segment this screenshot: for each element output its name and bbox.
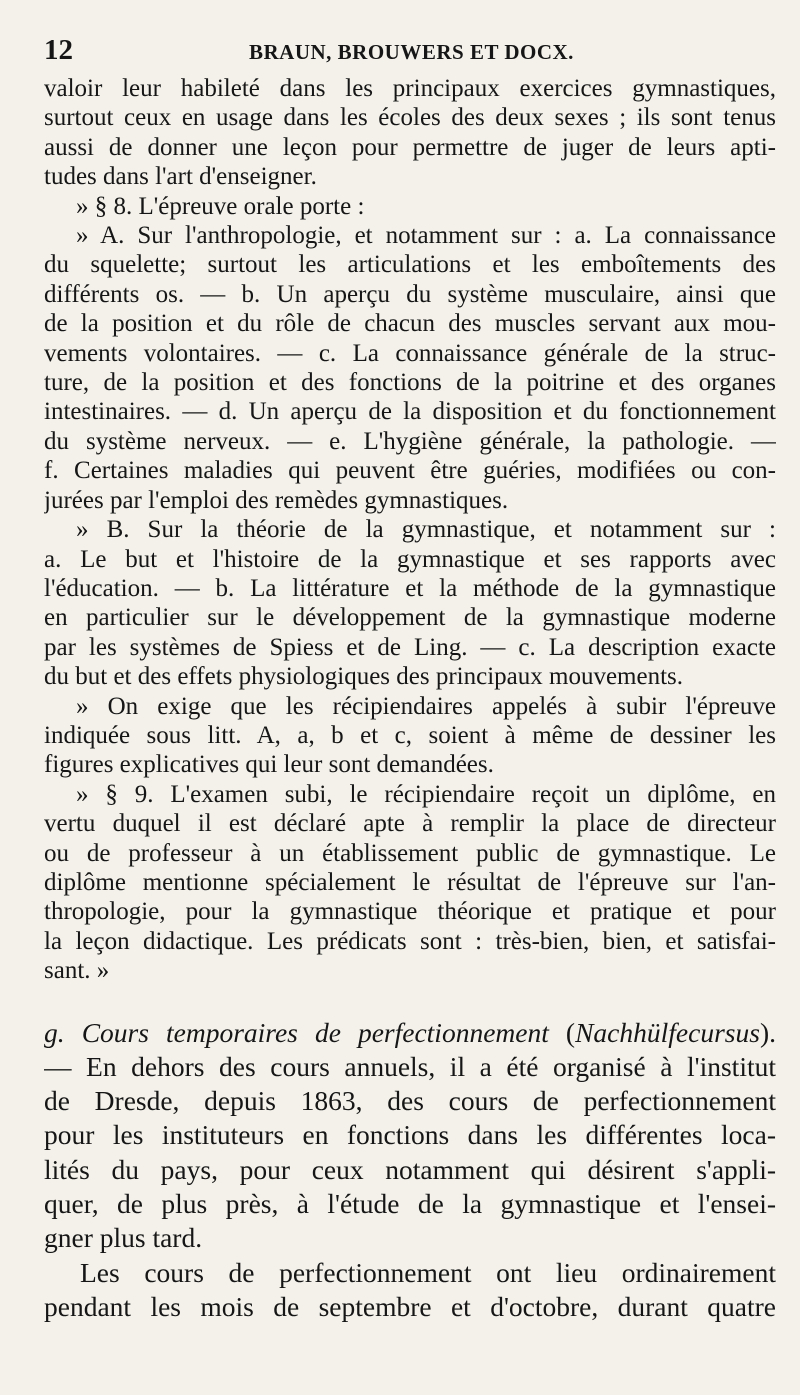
section-title-german: Nachhülfecursus — [575, 1016, 760, 1048]
text-line: lités du pays, pour ceux notamment qui désirent s'appli- — [44, 1153, 776, 1185]
text-line: » On exige que les récipiendaires appelés à subir l'épreuve — [76, 692, 776, 720]
text-line: diplôme mentionne spécialement le résultat de l'épreuve sur l'an- — [44, 868, 776, 896]
text-line: différents os. — b. Un aperçu du système musculaire, ainsi que — [44, 280, 776, 308]
quoted-regulation — [44, 74, 776, 986]
text-line: du système nerveux. — e. L'hygiène générale, la pathologie. — — [44, 427, 776, 455]
text-line: aussi de donner une leçon pour permettre de juger de leurs apti- — [44, 133, 776, 161]
text-line: ture, de la position et des fonctions de la poitrine et des organes — [44, 369, 776, 397]
text-line: la leçon didactique. Les prédicats sont : très-bien, bien, et satisfai- — [44, 927, 776, 955]
text-line: jurées par l'emploi des remèdes gymnastiques. — [44, 486, 509, 514]
text-line: l'éducation. — b. La littérature et la méthode de la gymnastique — [44, 574, 776, 602]
page-number: 12 — [44, 34, 73, 66]
text-line: sant. » — [44, 957, 110, 985]
text-line: » § 9. L'examen subi, le récipiendaire reçoit un diplôme, en — [76, 780, 776, 808]
text-line: pour les instituteurs en fonctions dans les différentes loca- — [44, 1119, 776, 1151]
text-line: figures explicatives qui leur sont demandées. — [44, 751, 494, 779]
text-line: — En dehors des cours annuels, il a été organisé à l'institut — [44, 1050, 776, 1082]
page-header — [44, 34, 776, 74]
text-line: vements volontaires. — c. La connaissance générale de la struc- — [44, 339, 776, 367]
text-line: gner plus tard. — [44, 1222, 203, 1254]
text-line: tudes dans l'art d'enseigner. — [44, 163, 317, 191]
text-line: pendant les mois de septembre et d'octobre, durant quatre — [44, 1290, 776, 1322]
section-title: Cours temporaires de perfectionnement — [81, 1016, 566, 1048]
running-head: BRAUN, BROUWERS ET DOCX. — [249, 40, 574, 64]
text-line: surtout ceux en usage dans les écoles des deux sexes ; ils sont tenus — [44, 104, 776, 132]
text-line: intestinaires. — d. Un aperçu de la disposition et du fonctionnement — [44, 398, 776, 426]
text-line: f. Certaines maladies qui peuvent être guéries, modifiées ou con- — [44, 457, 776, 485]
text-line: du squelette; surtout les articulations et les emboîtements des — [44, 251, 776, 279]
text-line: Les cours de perfectionnement ont lieu ordinairement — [80, 1256, 776, 1288]
text-line: » B. Sur la théorie de la gymnastique, et notamment sur : — [76, 516, 776, 544]
text-line: » § 8. L'épreuve orale porte : — [76, 192, 365, 220]
text-line: indiquée sous litt. A, a, b et c, soient à même de dessiner les — [44, 721, 776, 749]
section-heading: g. Cours temporaires de perfectionnement (Nachhülfecursus). — [44, 1016, 776, 1048]
section-letter: g. — [44, 1016, 82, 1048]
text-line: ou de professeur à un établissement public de gymnastique. Le — [44, 839, 776, 867]
text-line: valoir leur habileté dans les principaux exercices gymnastiques, — [44, 75, 776, 102]
text-line: a. Le but et l'histoire de la gymnastique et ses rapports avec — [44, 545, 776, 573]
text-line: de Dresde, depuis 1863, des cours de perfectionnement — [44, 1085, 776, 1117]
text-line: en particulier sur le développement de la gymnastique moderne — [44, 604, 776, 632]
text-line: quer, de plus près, à l'étude de la gymnastique et l'ensei- — [44, 1188, 776, 1220]
section-g — [44, 1016, 776, 1325]
text-line: thropologie, pour la gymnastique théorique et pratique et pour — [44, 898, 776, 926]
text-line: » A. Sur l'anthropologie, et notamment sur : a. La connaissance — [76, 222, 776, 250]
text-line: du but et des effets physiologiques des principaux mouvements. — [44, 663, 684, 691]
text-line: de la position et du rôle de chacun des muscles servant aux mou- — [44, 310, 776, 338]
text-line: vertu duquel il est déclaré apte à remplir la place de directeur — [44, 810, 776, 838]
text-line: par les systèmes de Spiess et de Ling. — c. La description exacte — [44, 633, 776, 661]
